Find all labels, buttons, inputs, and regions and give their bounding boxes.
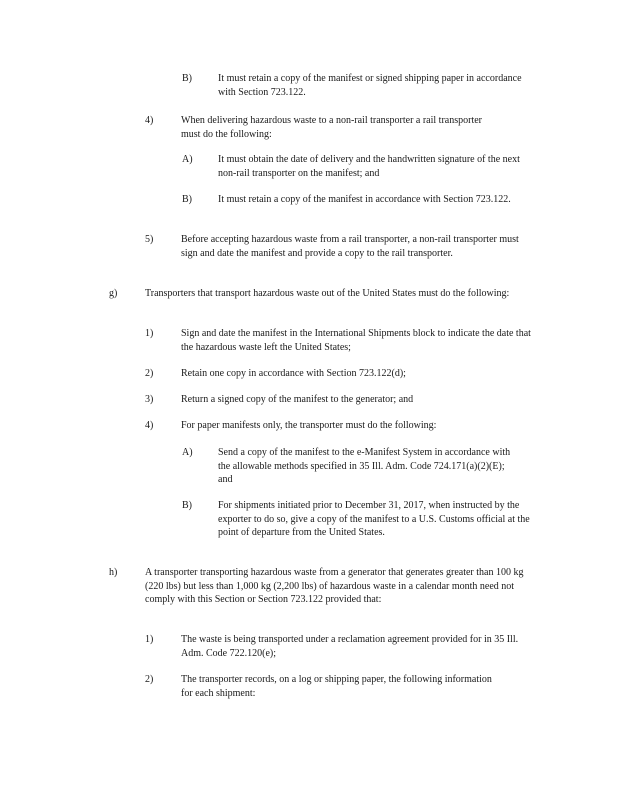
item-marker: 1) — [145, 634, 154, 645]
item-marker: A) — [182, 447, 193, 458]
item-marker: 3) — [145, 394, 154, 405]
item-text: A transporter transporting hazardous waste from a generator that generates greater than 100 kg (220 lbs) but less than 1,000 kg (2,200 lbs) of hazardous waste in a calendar month need not comply with this Section or Section 723.122 provided that: — [145, 567, 524, 606]
item-text: It must retain a copy of the manifest or signed shipping paper in accordance with Section 723.122. — [218, 73, 522, 98]
item-text: Retain one copy in accordance with Section 723.122(d); — [181, 368, 406, 379]
item-marker: B) — [182, 73, 192, 84]
item-marker: B) — [182, 194, 192, 205]
item-text: It must obtain the date of delivery and the handwritten signature of the next non-rail transporter on the manifest; and — [218, 154, 520, 179]
item-marker: A) — [182, 154, 193, 165]
item-text: When delivering hazardous waste to a non-rail transporter a rail transporter must do the following: — [181, 115, 482, 140]
item-marker: 4) — [145, 115, 154, 126]
item-text: Return a signed copy of the manifest to the generator; and — [181, 394, 414, 405]
item-text: It must retain a copy of the manifest in accordance with Section 723.122. — [218, 194, 511, 205]
item-text: The transporter records, on a log or shipping paper, the following information for each shipment: — [181, 674, 492, 699]
item-text: Sign and date the manifest in the International Shipments block to indicate the date that the hazardous waste left the United States; — [181, 328, 531, 353]
item-text: Send a copy of the manifest to the e-Manifest System in accordance with the allowable methods specified in 35 Ill. Adm. Code 724.171(a)(2)(E); and — [218, 447, 511, 486]
item-marker: 2) — [145, 368, 154, 379]
item-text: Before accepting hazardous waste from a rail transporter, a non-rail transporter must sign and date the manifest and provide a copy to the rail transporter. — [181, 234, 519, 259]
item-marker: g) — [109, 288, 118, 299]
item-marker: 4) — [145, 420, 154, 431]
item-marker: 1) — [145, 328, 154, 339]
item-text: Transporters that transport hazardous waste out of the United States must do the following: — [145, 288, 510, 299]
item-text: For paper manifests only, the transporter must do the following: — [181, 420, 437, 431]
item-marker: B) — [182, 500, 192, 511]
item-marker: 5) — [145, 234, 154, 245]
item-marker: h) — [109, 567, 118, 578]
item-text: The waste is being transported under a reclamation agreement provided for in 35 Ill. Adm. Code 722.120(e); — [181, 634, 519, 659]
item-text: For shipments initiated prior to December 31, 2017, when instructed by the exporter to do so, give a copy of the manifest to a U.S. Customs official at the point of departure from the United States. — [218, 500, 530, 539]
item-marker: 2) — [145, 674, 154, 685]
